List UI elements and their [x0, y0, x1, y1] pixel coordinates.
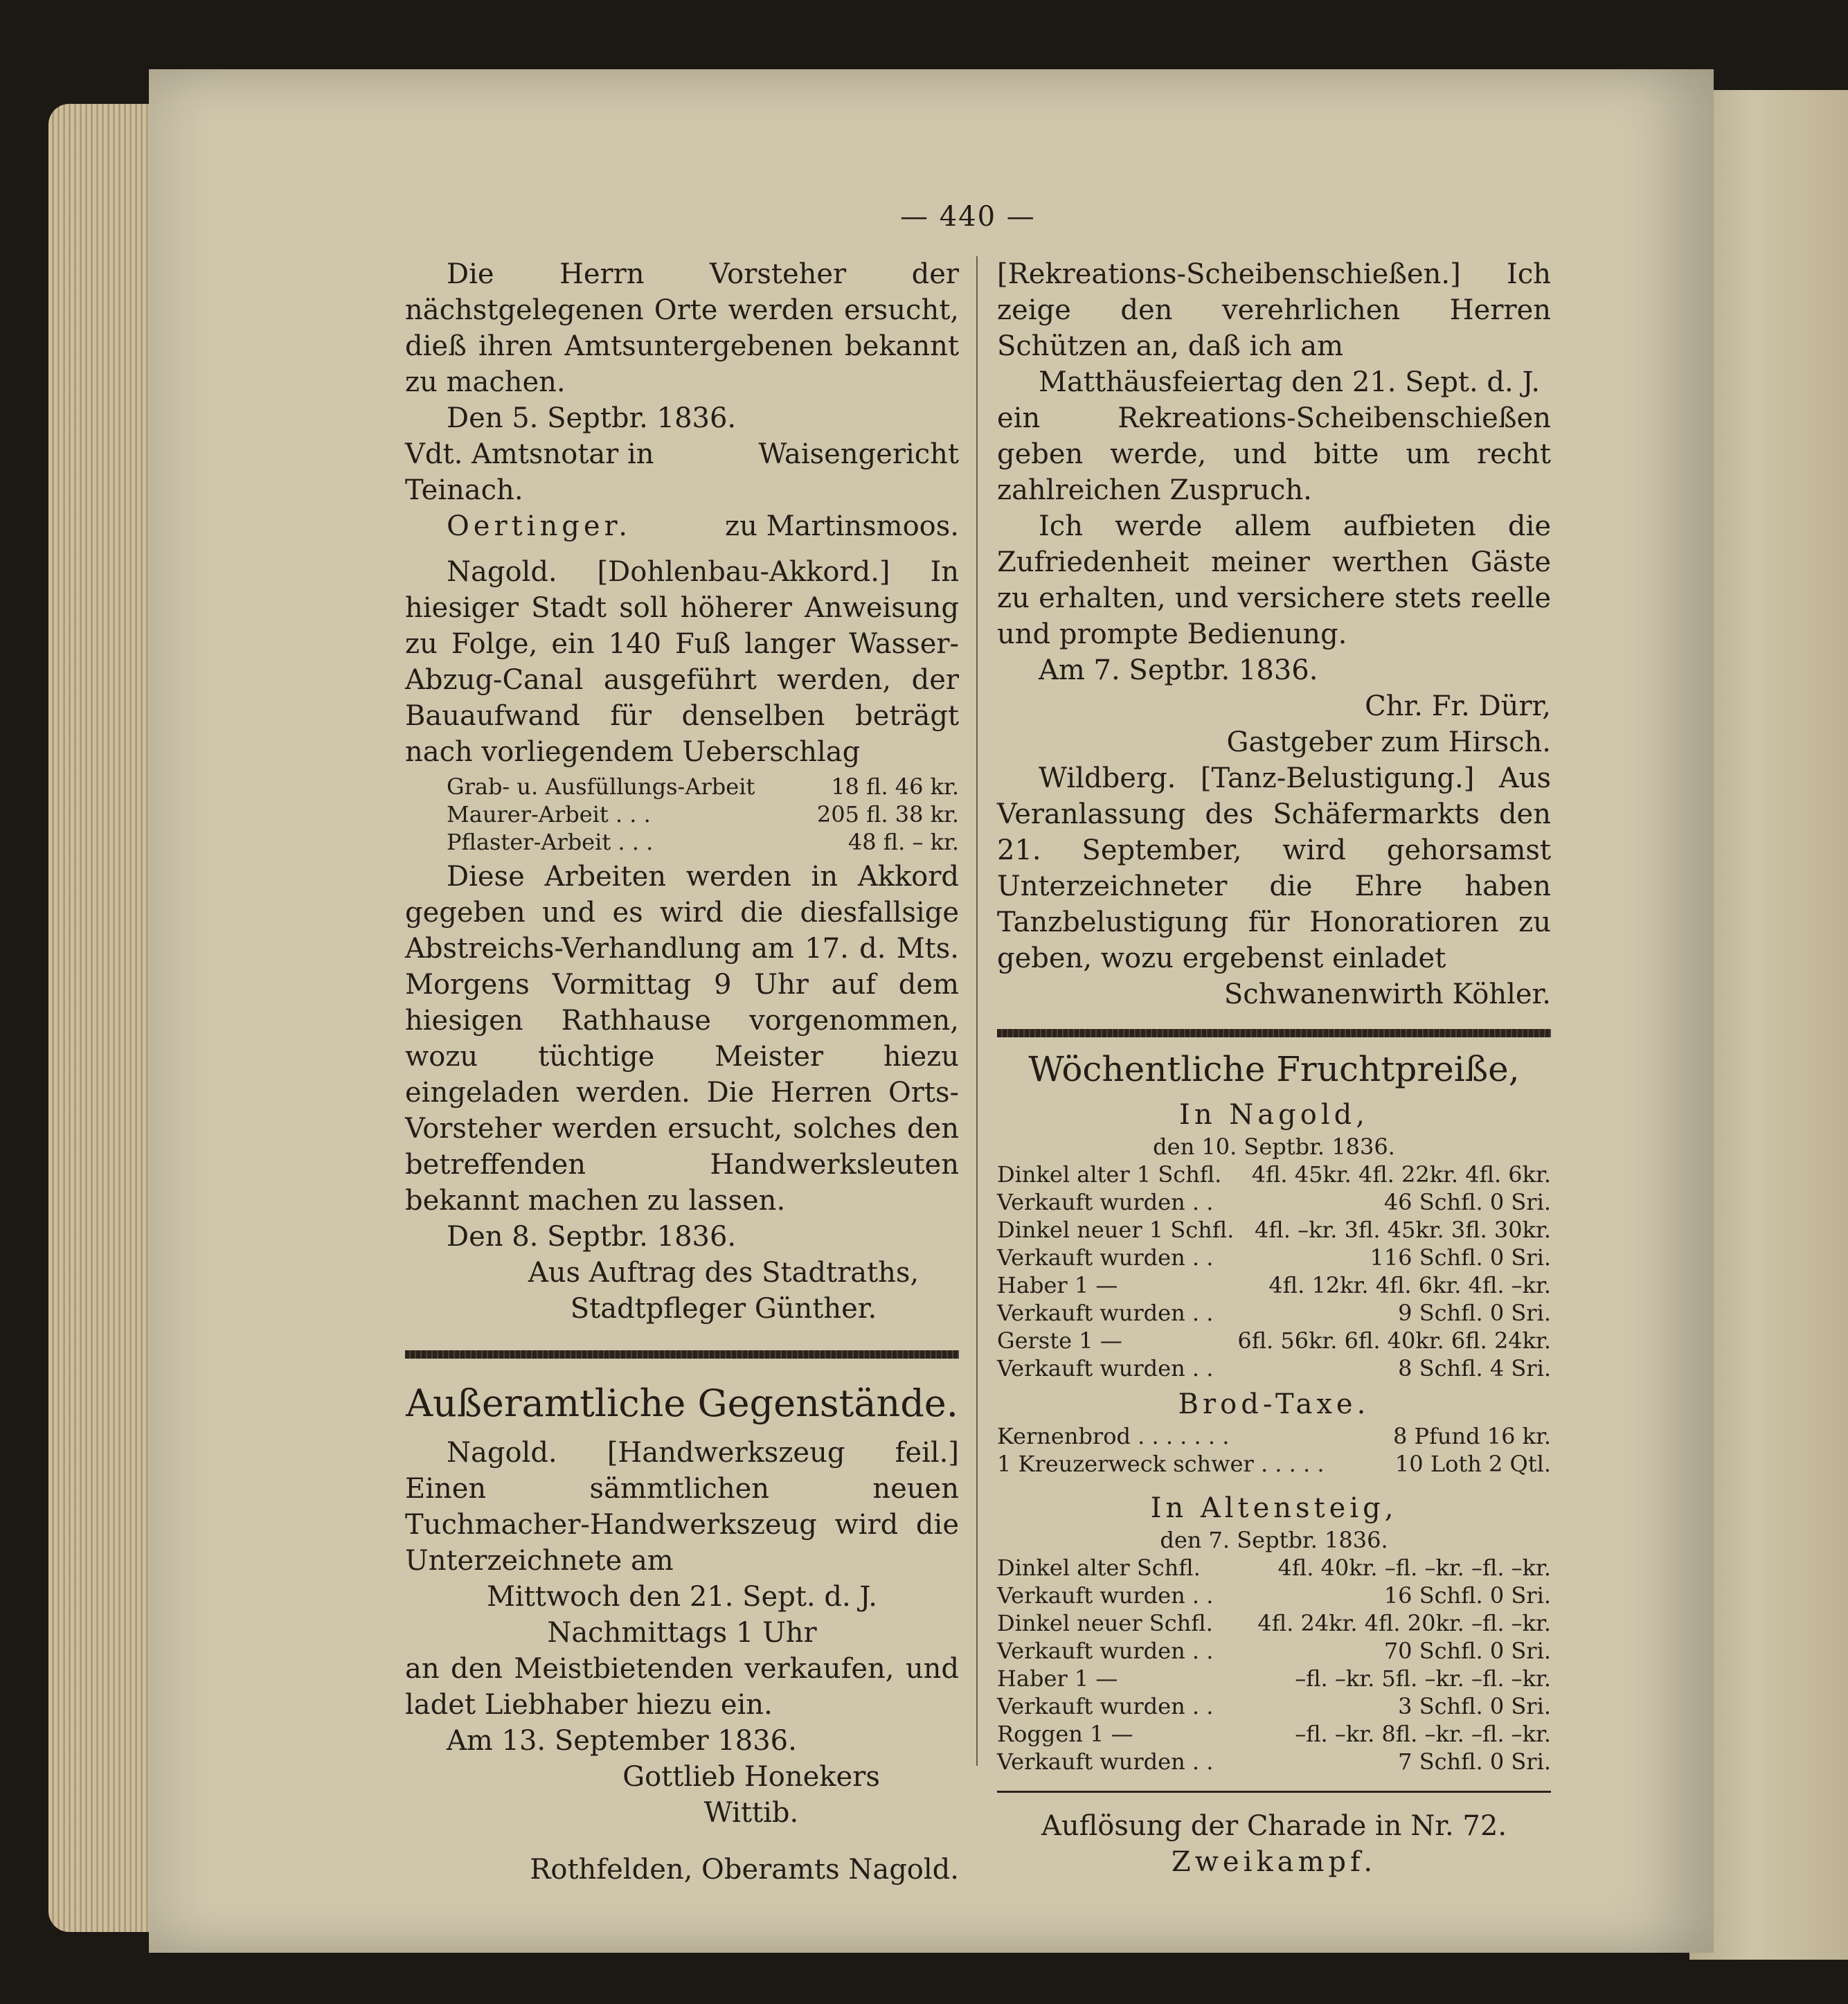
price-label: Haber 1 —	[997, 1272, 1118, 1298]
signature-left: Oertinger.	[447, 510, 631, 542]
notice-date: Den 8. Septbr. 1836.	[447, 1221, 737, 1253]
cost-amount: 48 fl. – kr.	[847, 829, 959, 855]
price-label: Dinkel neuer 1 Schfl.	[997, 1217, 1235, 1243]
notice-date: Den 5. Septbr. 1836.	[447, 402, 737, 434]
place-date: den 7. Septbr. 1836.	[1160, 1527, 1388, 1553]
footer-line: Rothfelden, Oberamts Nagold.	[530, 1854, 959, 1886]
right-column	[997, 256, 1551, 1880]
notice-line: an den Meistbietenden verkaufen, und ladet Liebhaber hiezu ein.	[405, 1653, 959, 1721]
price-value: 116 Schfl. 0 Sri.	[1370, 1244, 1551, 1271]
notice-paragraph: Nagold. [Handwerkszeug feil.] Einen sämmtlichen neuen Tuchmacher-Handwerkszeug wird die Unterzeichnete am	[405, 1437, 959, 1577]
price-value: –fl. –kr. 5fl. –kr. –fl. –kr.	[1295, 1665, 1551, 1692]
signature-line: Gottlieb Honekers	[622, 1761, 880, 1793]
signature-line: Chr. Fr. Dürr,	[1365, 690, 1551, 722]
prices-heading: Wöchentliche Fruchtpreiße,	[1028, 1049, 1520, 1089]
price-value: –fl. –kr. 8fl. –kr. –fl. –kr.	[1295, 1721, 1551, 1747]
charade-answer: Zweikampf.	[1171, 1846, 1377, 1878]
section-divider	[405, 1350, 959, 1359]
price-value: 4fl. 45kr. 4fl. 22kr. 4fl. 6kr.	[1251, 1161, 1551, 1188]
notice-paragraph: Diese Arbeiten werden in Akkord gegeben und es wird die diesfallsige Abstreichs-Verhandlung am 17. d. Mts. Morgens Vormittag 9 Uhr auf dem hiesigen Rathhause vorgenommen, wozu tüchtige Meister hiezu eingeladen werden. Die Herren Orts-Vorsteher werden ersucht, solches den betreffenden Handwerksleuten bekannt machen zu lassen.	[405, 861, 959, 1217]
price-label: Gerste 1 —	[997, 1327, 1122, 1354]
price-value: 9 Schfl. 0 Sri.	[1398, 1300, 1551, 1326]
price-value: 4fl. 12kr. 4fl. 6kr. 4fl. –kr.	[1268, 1272, 1551, 1298]
price-label: Verkauft wurden . .	[997, 1300, 1214, 1326]
signature-row	[405, 436, 959, 508]
price-row	[997, 1327, 1551, 1354]
price-label: Haber 1 —	[997, 1665, 1118, 1692]
section-heading: Außeramtliche Gegenstände.	[406, 1381, 958, 1425]
cost-row	[447, 800, 959, 828]
signature-row	[405, 508, 959, 544]
price-label: Dinkel alter Schfl.	[997, 1555, 1201, 1581]
price-value: 7 Schfl. 0 Sri.	[1398, 1748, 1551, 1775]
price-value: 70 Schfl. 0 Sri.	[1383, 1638, 1551, 1664]
price-row	[997, 1582, 1551, 1609]
price-table-altensteig	[997, 1554, 1551, 1775]
charade-line: Auflösung der Charade in Nr. 72.	[1041, 1810, 1507, 1842]
signature-line: Wittib.	[703, 1797, 799, 1829]
notice-paragraph: Nagold. [Dohlenbau-Akkord.] In hiesiger Stadt soll höherer Anweisung zu Folge, ein 140 Fuß langer Wasser-Abzug-Canal ausgeführt werden, der Bauaufwand für denselben beträgt nach vorliegendem Ueberschlag	[405, 556, 959, 768]
left-column	[405, 256, 959, 1888]
notice-paragraph: Wildberg. [Tanz-Belustigung.] Aus Veranlassung des Schäfermarkts den 21. September, wird gehorsamst Unterzeichneter die Ehre haben Tanzbelustigung für Honoratioren zu geben, wozu ergebenst einladet	[997, 762, 1551, 974]
signature-line: Schwanenwirth Köhler.	[1223, 978, 1551, 1010]
price-row	[997, 1354, 1551, 1382]
notice-line: Mittwoch den 21. Sept. d. J.	[486, 1581, 878, 1613]
price-row	[997, 1692, 1551, 1720]
price-label: Dinkel neuer Schfl.	[997, 1610, 1213, 1636]
price-value: 8 Pfund 16 kr.	[1392, 1423, 1551, 1449]
brod-heading: Brod-Taxe.	[1178, 1388, 1370, 1420]
price-row	[997, 1665, 1551, 1692]
price-label: Verkauft wurden . .	[997, 1244, 1214, 1271]
price-value: 4fl. 40kr. –fl. –kr. –fl. –kr.	[1277, 1555, 1551, 1581]
cost-item: Grab- u. Ausfüllungs-Arbeit	[447, 773, 755, 800]
cost-row	[447, 773, 959, 800]
price-row	[997, 1188, 1551, 1216]
cost-row	[447, 828, 959, 856]
price-label: 1 Kreuzerweck schwer . . . . .	[997, 1451, 1325, 1477]
cost-table	[405, 773, 959, 856]
price-row	[997, 1299, 1551, 1327]
price-value: 10 Loth 2 Qtl.	[1394, 1451, 1551, 1477]
notice-line: Matthäusfeiertag den 21. Sept. d. J.	[1039, 366, 1541, 398]
cost-amount: 18 fl. 46 kr.	[831, 773, 959, 800]
price-label: Verkauft wurden . .	[997, 1693, 1214, 1719]
price-value: 8 Schfl. 4 Sri.	[1398, 1355, 1551, 1381]
price-label: Verkauft wurden . .	[997, 1582, 1214, 1609]
price-row	[997, 1271, 1551, 1299]
column-divider	[976, 256, 978, 1766]
place-date: den 10. Septbr. 1836.	[1153, 1134, 1395, 1160]
cost-amount: 205 fl. 38 kr.	[816, 801, 959, 827]
page-number: — 440 —	[900, 201, 1036, 233]
signature-left: Vdt. Amtsnotar in Teinach.	[405, 438, 654, 506]
brod-table	[997, 1422, 1551, 1478]
section-divider	[997, 1029, 1551, 1037]
notice-date: Am 13. September 1836.	[447, 1725, 797, 1757]
signature-right: Waisengericht	[758, 438, 959, 470]
price-value: 46 Schfl. 0 Sri.	[1383, 1189, 1551, 1215]
price-table-nagold	[997, 1161, 1551, 1382]
signature-right: zu Martinsmoos.	[725, 510, 959, 542]
price-row	[997, 1609, 1551, 1637]
price-row	[997, 1161, 1551, 1188]
price-value: 4fl. –kr. 3fl. 45kr. 3fl. 30kr.	[1255, 1217, 1551, 1243]
price-label: Kernenbrod . . . . . . .	[997, 1423, 1230, 1449]
price-label: Verkauft wurden . .	[997, 1355, 1214, 1381]
price-row	[997, 1637, 1551, 1665]
notice-date: Am 7. Septbr. 1836.	[1039, 654, 1318, 686]
price-row	[997, 1748, 1551, 1775]
price-label: Verkauft wurden . .	[997, 1189, 1214, 1215]
price-value: 3 Schfl. 0 Sri.	[1398, 1693, 1551, 1719]
place-heading: In Nagold,	[1179, 1099, 1369, 1131]
notice-line: Nachmittags 1 Uhr	[547, 1617, 817, 1649]
price-label: Verkauft wurden . .	[997, 1638, 1214, 1664]
price-value: 16 Schfl. 0 Sri.	[1383, 1582, 1551, 1609]
price-label: Verkauft wurden . .	[997, 1748, 1214, 1775]
cost-item: Maurer-Arbeit . . .	[447, 801, 651, 827]
price-row	[997, 1216, 1551, 1244]
price-label: Dinkel alter 1 Schfl.	[997, 1161, 1222, 1188]
signature-line: Gastgeber zum Hirsch.	[1226, 726, 1551, 758]
price-row	[997, 1720, 1551, 1748]
price-label: Roggen 1 —	[997, 1721, 1133, 1747]
place-heading: In Altensteig,	[1150, 1492, 1398, 1524]
cost-item: Pflaster-Arbeit . . .	[447, 829, 654, 855]
price-value: 6fl. 56kr. 6fl. 40kr. 6fl. 24kr.	[1237, 1327, 1551, 1354]
price-row	[997, 1450, 1551, 1478]
notice-paragraph: ein Rekreations-Scheibenschießen geben werde, und bitte um recht zahlreichen Zuspruch.	[997, 402, 1551, 506]
price-row	[997, 1244, 1551, 1271]
notice-paragraph: Ich werde allem aufbieten die Zufriedenheit meiner werthen Gäste zu erhalten, und versichere stets reelle und prompte Bedienung.	[997, 510, 1551, 650]
signature-line: Stadtpfleger Günther.	[570, 1293, 877, 1325]
notice-paragraph: [Rekreations-Scheibenschießen.] Ich zeige den verehrlichen Herren Schützen an, daß ich am	[997, 258, 1551, 362]
price-value: 4fl. 24kr. 4fl. 20kr. –fl. –kr.	[1257, 1610, 1551, 1636]
section-divider	[997, 1791, 1551, 1793]
notice-paragraph: Die Herrn Vorsteher der nächstgelegenen Orte werden ersucht, dieß ihren Amtsuntergebenen bekannt zu machen.	[405, 258, 959, 398]
price-row	[997, 1554, 1551, 1582]
price-row	[997, 1422, 1551, 1450]
signature-line: Aus Auftrag des Stadtraths,	[528, 1257, 919, 1289]
